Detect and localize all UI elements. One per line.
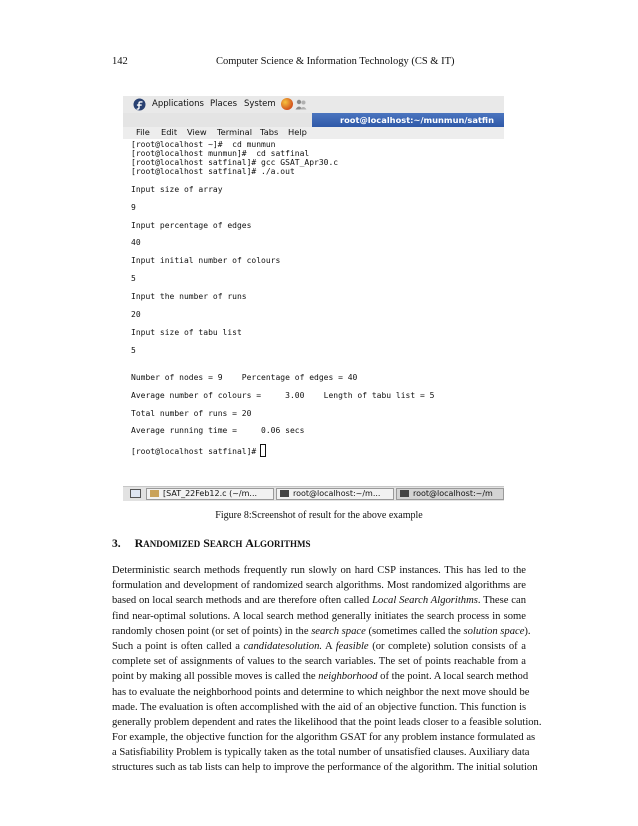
paragraph-line: generally problem dependent and rates the likelihood that the point leads closer to a feasible solution. — [112, 716, 542, 728]
terminal-line: Input size of tabu list — [131, 327, 242, 337]
menu-applications[interactable]: Applications — [152, 99, 204, 109]
window-title[interactable]: root@localhost:~/munmun/satfin — [312, 113, 504, 127]
taskbar-item-terminal-1[interactable]: root@localhost:~/m... — [276, 488, 394, 500]
terminal-line: Input size of array — [131, 184, 223, 194]
paragraph-line: formulation and development of randomized search algorithms. Most randomized algorithms are — [112, 580, 526, 592]
terminal-line: Average number of colours = 3.00 Length of tabu list = 5 — [131, 390, 435, 400]
journal-title: Computer Science & Information Technology (CS & IT) — [216, 56, 455, 67]
terminal-line: [root@localhost satfinal]# ./a.out — [131, 166, 295, 176]
terminal-line: Number of nodes = 9 Percentage of edges = 40 — [131, 372, 358, 382]
terminal-menu-tabs[interactable]: Tabs — [260, 127, 279, 137]
paragraph-line: structures such as tab lists can help to improve the performance of the algorithm. The initial solution — [112, 762, 538, 774]
terminal-line: Input percentage of edges — [131, 220, 252, 230]
terminal-line: 40 — [131, 238, 141, 248]
section-number: 3. — [112, 538, 121, 550]
terminal-line: 5 — [131, 345, 136, 355]
page-number: 142 — [112, 56, 128, 67]
paragraph-line: complete set of assignments of values to the search variables. The set of points reachable from a — [112, 656, 526, 668]
people-icon[interactable] — [295, 99, 307, 110]
paragraph-line: based on local search methods and are therefore often called Local Search Algorithms. These can — [112, 595, 527, 607]
terminal-line: [root@localhost satfinal]# gcc GSAT_Apr30.c — [131, 157, 339, 167]
paragraph-line: has to evaluate the neighborhood points and determine to which neighbor the next move should be — [112, 686, 530, 698]
taskbar-item-editor[interactable]: [SAT_22Feb12.c (~/m... — [146, 488, 274, 500]
terminal-line: 5 — [131, 274, 136, 284]
terminal-line: 20 — [131, 310, 141, 320]
figure-caption: Figure 8:Screenshot of result for the above example — [215, 510, 423, 521]
paragraph-line: randomly chosen point (or set of points) in the search space (sometimes called the solution space). — [112, 625, 531, 637]
terminal-line: 9 — [131, 202, 136, 212]
paragraph-line: For example, the objective function for the algorithm GSAT for any problem instance formulated as — [112, 732, 536, 744]
menu-system[interactable]: System — [244, 99, 276, 109]
paragraph-line: find near-optimal solutions. A local search method generally initiates the search process in some — [112, 610, 526, 622]
terminal-screenshot — [123, 96, 504, 506]
taskbar-item-terminal-2[interactable]: root@localhost:~/m — [396, 488, 504, 500]
paragraph-line: Deterministic search methods frequently run slowly on hard CSP instances. This has led to the — [112, 565, 526, 576]
terminal-line: Input the number of runs — [131, 292, 247, 302]
terminal-menubar — [123, 127, 504, 139]
fedora-icon — [133, 98, 146, 111]
body-paragraph — [112, 563, 542, 776]
terminal-menu-help[interactable]: Help — [288, 127, 307, 137]
terminal-line: [root@localhost munmun]# cd satfinal — [131, 148, 310, 158]
terminal-window-icon — [400, 490, 409, 497]
terminal-menu-file[interactable]: File — [136, 127, 150, 137]
paragraph-line: Such a point is often called a candidatesolution. A feasible (or complete) solution consists of a — [112, 640, 526, 652]
terminal-menu-edit[interactable]: Edit — [161, 127, 178, 137]
terminal-menu-view[interactable]: View — [187, 127, 207, 137]
firefox-icon[interactable] — [281, 98, 293, 110]
gnome-top-panel — [123, 96, 504, 114]
terminal-window-icon — [280, 490, 289, 497]
terminal-line: Average running time = 0.06 secs — [131, 426, 305, 436]
title-bar-gap — [123, 113, 312, 127]
section-title: RANDOMIZED SEARCH ALGORITHMS — [134, 536, 311, 550]
menu-places[interactable]: Places — [210, 99, 238, 109]
section-heading — [112, 536, 310, 551]
terminal-line: Total number of runs = 20 — [131, 408, 252, 418]
terminal-line: [root@localhost satfinal]# — [131, 444, 266, 457]
paragraph-line: point by making all possible moves is called the neighborhood of the point. A local search method — [112, 671, 529, 683]
paragraph-line: made. The evaluation is often accomplished with the aid of an objective function. This function is — [112, 701, 527, 713]
terminal-line: [root@localhost ~]# cd munmun — [131, 140, 276, 149]
paragraph-line: a Satisfiability Problem is typically taken as the total number of unsatisfied clauses. Auxiliary data — [112, 747, 530, 759]
terminal-line: Input initial number of colours — [131, 256, 281, 266]
taskbar — [123, 486, 504, 501]
show-desktop-icon[interactable] — [130, 489, 141, 498]
terminal-menu-terminal[interactable]: Terminal — [217, 127, 253, 137]
editor-window-icon — [150, 490, 159, 497]
terminal-cursor — [260, 444, 266, 457]
